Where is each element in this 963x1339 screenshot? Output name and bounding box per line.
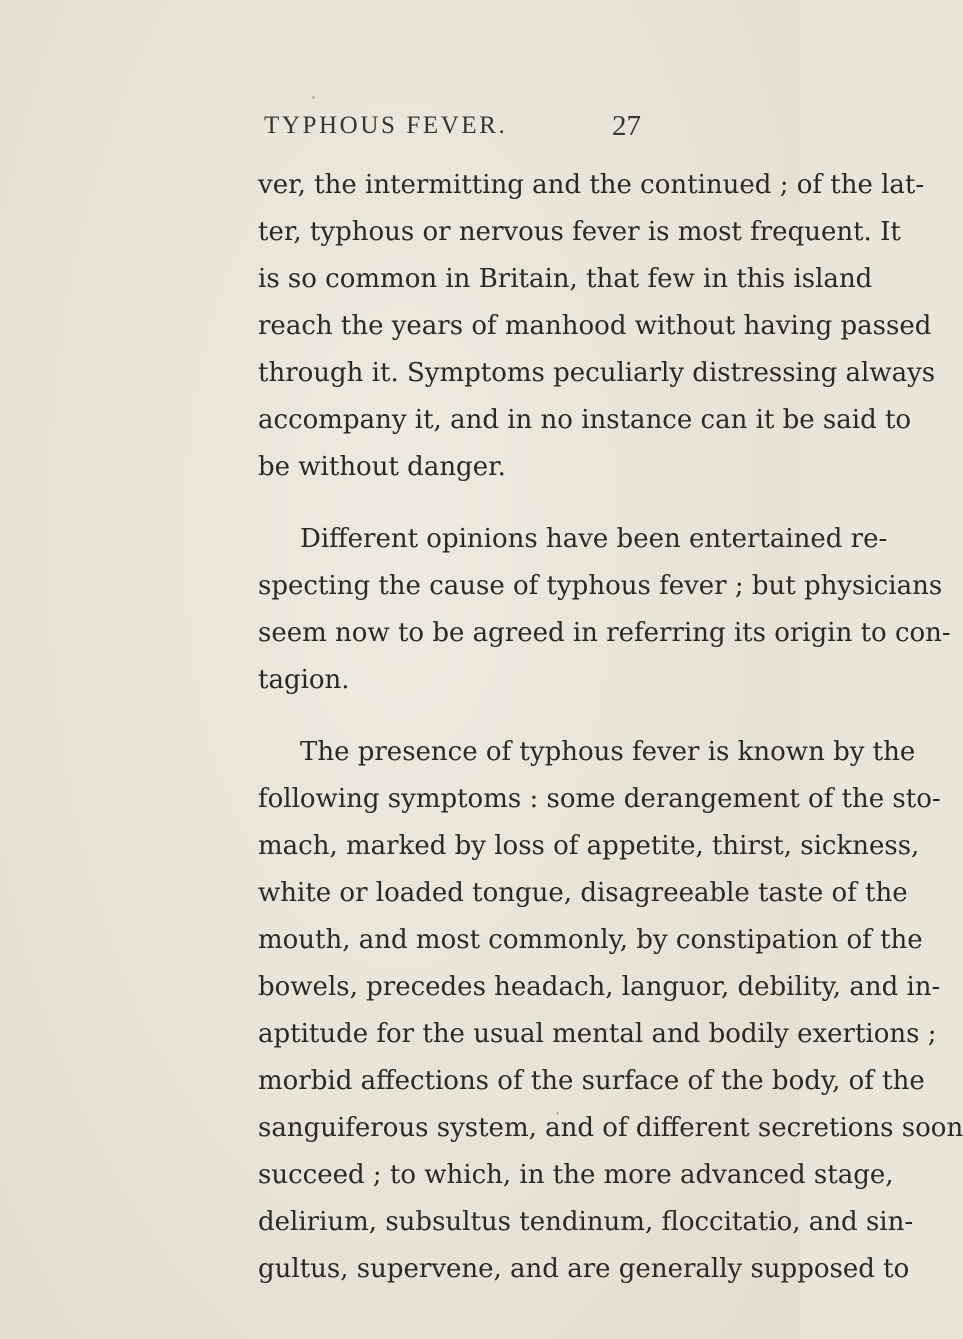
text-line: bowels, precedes headach, languor, debility, and in- xyxy=(258,972,941,1002)
text-line: sanguiferous system, and of different secretions soon xyxy=(258,1113,963,1143)
text-line: specting the cause of typhous fever ; but physicians xyxy=(258,571,943,601)
text-line: mach, marked by loss of appetite, thirst, sickness, xyxy=(258,831,920,861)
text-line: seem now to be agreed in referring its origin to con- xyxy=(258,618,951,648)
text-line: tagion. xyxy=(258,665,350,695)
text-line: is so common in Britain, that few in this island xyxy=(258,264,873,294)
paper-speck xyxy=(312,96,315,99)
text-line: white or loaded tongue, disagreeable taste of the xyxy=(258,878,908,908)
page-header xyxy=(0,112,800,152)
page-number: 27 xyxy=(612,110,641,142)
text-line: reach the years of manhood without having passed xyxy=(258,311,932,341)
text-line: mouth, and most commonly, by constipation of the xyxy=(258,925,923,955)
text-line: ver, the intermitting and the continued ; of the lat- xyxy=(258,170,925,200)
text-line: be without danger. xyxy=(258,452,506,482)
text-line: ter, typhous or nervous fever is most frequent. It xyxy=(258,217,901,247)
text-line: Different opinions have been entertained re- xyxy=(300,524,888,554)
text-line: accompany it, and in no instance can it be said to xyxy=(258,405,912,435)
text-line: morbid affections of the surface of the body, of the xyxy=(258,1066,925,1096)
text-line: succeed ; to which, in the more advanced stage, xyxy=(258,1160,894,1190)
text-line: The presence of typhous fever is known by the xyxy=(300,737,916,767)
text-line: gultus, supervene, and are generally supposed to xyxy=(258,1254,910,1284)
text-line: through it. Symptoms peculiarly distressing always xyxy=(258,358,936,388)
running-head: TYPHOUS FEVER. xyxy=(264,112,508,139)
text-line: following symptoms : some derangement of the sto- xyxy=(258,784,941,814)
text-line: aptitude for the usual mental and bodily exertions ; xyxy=(258,1019,937,1049)
text-line: delirium, subsultus tendinum, floccitatio, and sin- xyxy=(258,1207,914,1237)
